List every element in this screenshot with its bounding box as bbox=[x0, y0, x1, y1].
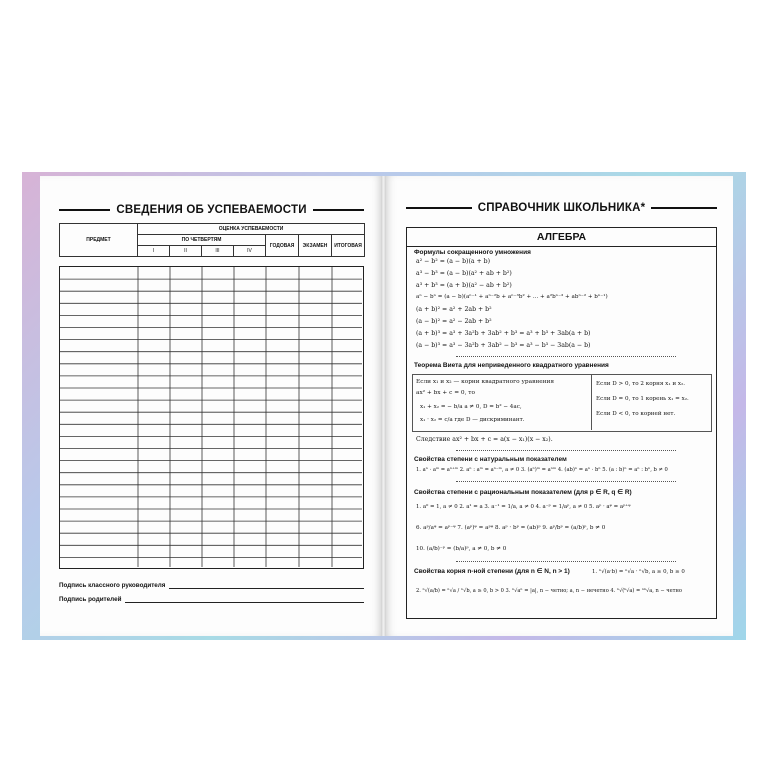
formula-3: a³ + b³ = (a + b)(a² − ab + b²) bbox=[416, 282, 512, 289]
subject-header: ПРЕДМЕТ bbox=[60, 224, 138, 257]
vieta-divider bbox=[591, 374, 592, 430]
formula-7: (a + b)³ = a³ + 3a²b + 3ab² + b³ = a³ + b³ + 3ab(a + b) bbox=[416, 330, 591, 337]
roots-line-2: 2. ⁿ√(a/b) = ⁿ√a / ⁿ√b, a ≥ 0, b > 0 3. ⁿ√aⁿ = |a|, n − четно; a, n − нечетно 4. ⁿ√(ᵏ√a) = ⁿᵏ√a, n − четно bbox=[416, 588, 682, 594]
vieta-title: Теорема Виета для неприведенного квадратного уравнения bbox=[414, 362, 609, 369]
signature-teacher-line[interactable] bbox=[169, 580, 364, 589]
vieta-corollary: Следствие ax² + bx + c = a(x − x₁)(x − x₂). bbox=[416, 436, 553, 443]
divider-4 bbox=[456, 561, 676, 562]
left-page-title: СВЕДЕНИЯ ОБ УСПЕВАЕМОСТИ bbox=[116, 204, 307, 216]
vieta-right-3: Если D < 0, то корней нет. bbox=[596, 411, 676, 417]
grades-grid-lines bbox=[60, 267, 362, 567]
vieta-line-2: ax² + bx + c = 0, то bbox=[416, 390, 475, 396]
powers-rat-line-2: 6. aᵖ/aᵠ = aᵖ⁻ᵠ 7. (aᵖ)ᵠ = aᵖᵠ 8. aᵖ · bᵖ = (ab)ᵖ 9. aᵖ/bᵖ = (a/b)ᵖ, b ≠ 0 bbox=[416, 525, 606, 531]
algebra-heading: АЛГЕБРА bbox=[407, 228, 716, 247]
grades-grid bbox=[59, 266, 364, 569]
final-header: ИТОГОВАЯ bbox=[332, 235, 365, 257]
quarters-header: ПО ЧЕТВЕРТЯМ bbox=[138, 235, 266, 246]
formula-1: a² − b² = (a − b)(a + b) bbox=[416, 258, 491, 265]
powers-rat-line-1: 1. a⁰ = 1, a ≠ 0 2. a¹ = a 3. a⁻¹ = 1/a, a ≠ 0 4. a⁻ᵖ = 1/aᵖ, a ≠ 0 5. aᵖ · aᵠ = aᵖ⁺ᵠ bbox=[416, 504, 631, 510]
vieta-line-1: Если x₁ и x₂ — корни квадратного уравнения bbox=[416, 379, 555, 385]
formula-5: (a + b)² = a² + 2ab + b² bbox=[416, 306, 492, 313]
left-title-bar bbox=[59, 204, 364, 216]
formula-4: aⁿ − bⁿ = (a − b)(aⁿ⁻¹ + aⁿ⁻²b + aⁿ⁻³b² + ... + a²bⁿ⁻³ + abⁿ⁻² + bⁿ⁻¹) bbox=[416, 294, 608, 300]
quarter-1: I bbox=[138, 246, 170, 257]
quarter-4: IV bbox=[234, 246, 266, 257]
formula-2: a³ − b³ = (a − b)(a² + ab + b²) bbox=[416, 270, 512, 277]
exam-header: ЭКЗАМЕН bbox=[299, 235, 332, 257]
quarter-3: III bbox=[202, 246, 234, 257]
right-title-bar bbox=[406, 202, 717, 214]
roots-title: Свойства корня n-ной степени (для n ∈ N, n > 1) bbox=[414, 568, 570, 575]
powers-nat-title: Свойства степени с натуральным показателем bbox=[414, 456, 567, 463]
vieta-right-2: Если D = 0, то 1 корень x₁ = x₂. bbox=[596, 396, 689, 402]
signature-parents-row bbox=[59, 594, 364, 603]
page-gutter bbox=[381, 176, 386, 636]
grades-header: ОЦЕНКА УСПЕВАЕМОСТИ bbox=[138, 224, 365, 235]
signature-teacher-row bbox=[59, 580, 364, 589]
signature-parents-line[interactable] bbox=[125, 594, 364, 603]
roots-line-1: 1. ⁿ√(a·b) = ⁿ√a · ⁿ√b, a ≥ 0, b ≥ 0 bbox=[592, 569, 685, 575]
divider-3 bbox=[456, 481, 676, 482]
vieta-right-1: Если D > 0, то 2 корня x₁ и x₂. bbox=[596, 381, 686, 387]
powers-nat-line: 1. aⁿ · aᵐ = aⁿ⁺ᵐ 2. aⁿ : aᵐ = aⁿ⁻ᵐ, a ≠ 0 3. (aⁿ)ᵐ = aⁿᵐ 4. (ab)ⁿ = aⁿ · bⁿ 5. (a : b)ⁿ = aⁿ : bⁿ, b ≠ 0 bbox=[416, 467, 668, 473]
right-page-title: СПРАВОЧНИК ШКОЛЬНИКА* bbox=[477, 202, 646, 214]
powers-rat-title: Свойства степени с рациональным показателем (для p ∈ R, q ∈ R) bbox=[414, 489, 632, 496]
signature-teacher-label: Подпись классного руководителя bbox=[59, 582, 166, 589]
divider-2 bbox=[456, 450, 676, 451]
divider-1 bbox=[456, 356, 676, 357]
grades-header-table bbox=[59, 223, 365, 257]
powers-rat-line-3: 10. (a/b)⁻ᵖ = (b/a)ᵖ, a ≠ 0, b ≠ 0 bbox=[416, 546, 507, 552]
quarter-2: II bbox=[170, 246, 202, 257]
formula-8: (a − b)³ = a³ − 3a²b + 3ab² − b³ = a³ − b³ − 3ab(a − b) bbox=[416, 342, 591, 349]
signature-parents-label: Подпись родителей bbox=[59, 596, 122, 603]
vieta-line-3: x₁ + x₂ = − b/a a ≠ 0, D = b² − 4ac, bbox=[420, 404, 522, 410]
annual-header: ГОДОВАЯ bbox=[266, 235, 299, 257]
formula-6: (a − b)² = a² − 2ab + b² bbox=[416, 318, 492, 325]
formulas-title: Формулы сокращенного умножения bbox=[414, 249, 531, 256]
vieta-line-4: x₁ · x₂ = c/a где D — дискриминант. bbox=[420, 417, 525, 423]
